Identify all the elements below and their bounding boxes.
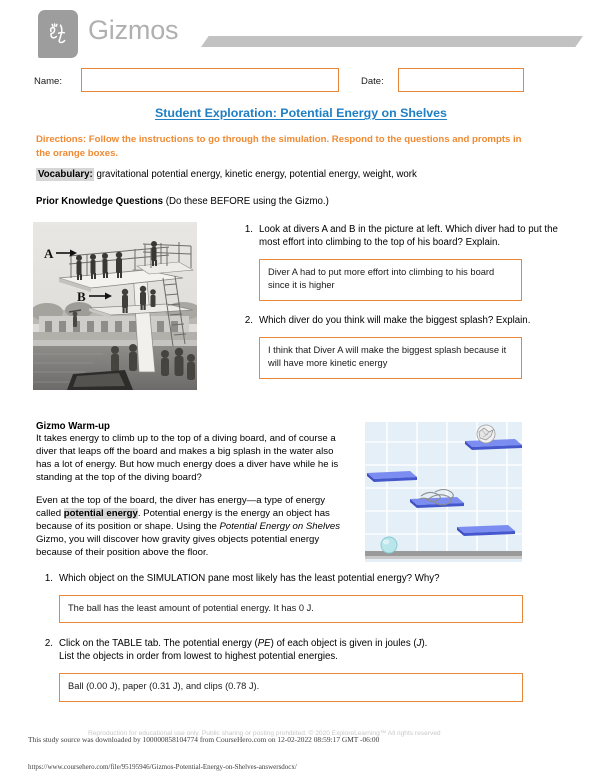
- gizmo-warmup-section: [36, 420, 341, 560]
- question-text: Look at divers A and B in the picture at left. Which diver had to put the most effort into climbing to the top of his board? Explain.: [259, 224, 558, 248]
- page-title[interactable]: Student Exploration: Potential Energy on Shelves: [155, 106, 447, 120]
- question-text: Which object on the SIMULATION pane most likely has the least potential energy? Why?: [59, 573, 440, 584]
- gizmo-name-italic: Potential Energy on Shelves: [219, 521, 340, 533]
- question-item: [236, 315, 568, 328]
- warmup-p2-part2: . Potential energy is the energy an object has because of its position or shape. Using the: [36, 508, 330, 533]
- question-item: [236, 224, 568, 250]
- directions-text: Directions: Follow the instructions to go through the simulation. Respond to the questions and prompts in the orange boxes.: [36, 134, 522, 159]
- answer-box[interactable]: Ball (0.00 J), paper (0.31 J), and clips (0.78 J).: [59, 673, 523, 701]
- svg-text:B: B: [77, 289, 86, 304]
- simulation-questions: [36, 573, 568, 702]
- answer-box[interactable]: I think that Diver A will make the biggest splash because it will have more kinetic energy: [259, 337, 522, 379]
- prior-knowledge-heading: [36, 196, 329, 207]
- q2-line1-c: ).: [421, 638, 428, 650]
- pe-abbrev: PE: [257, 638, 271, 650]
- q2-line2: List the objects in order from lowest to highest potential energies.: [59, 651, 338, 663]
- vocabulary-line: [36, 169, 566, 182]
- name-label: Name:: [34, 76, 62, 87]
- header-decorative-bar: [201, 36, 583, 47]
- copyright-watermark: Reproduction for educational use only. Public sharing or posting prohibited. © 2020 ExploreLearning™ All rights reserved: [88, 730, 441, 737]
- vocabulary-label: Vocabulary:: [38, 169, 93, 180]
- date-label: Date:: [361, 76, 384, 87]
- coursehero-url[interactable]: https://www.coursehero.com/file/95195946/Gizmos-Potential-Energy-on-Shelves-answersdocx/: [28, 763, 297, 771]
- prior-knowledge-questions: [236, 224, 568, 379]
- simulation-pane-image: [365, 422, 522, 562]
- question-item: [36, 573, 568, 586]
- name-date-row: [34, 68, 579, 94]
- question-number: 1.: [44, 573, 53, 584]
- potential-energy-term: potential energy: [63, 508, 138, 520]
- vocabulary-terms: gravitational potential energy, kinetic energy, potential energy, weight, work: [96, 169, 417, 180]
- warmup-p2-part3: Gizmo, you will discover how gravity gives objects potential energy because of their position above the floor.: [36, 533, 320, 558]
- question-number: 2.: [244, 314, 253, 326]
- q2-line1-b: ) of each object is given in joules (: [270, 638, 417, 650]
- warmup-p2-part1: Even at the top of the board, the diver has energy—a type of energy called: [36, 495, 326, 520]
- el-monogram-icon: [38, 10, 78, 58]
- date-input[interactable]: [398, 68, 524, 92]
- gizmos-wordmark: Gizmos: [88, 15, 179, 45]
- j-abbrev: J: [416, 638, 422, 650]
- q2-line1-a: Click on the TABLE tab. The potential energy (: [59, 638, 258, 650]
- page-header: [38, 10, 583, 58]
- warmup-paragraph-2: [36, 495, 341, 559]
- question-text: [59, 638, 568, 664]
- name-input[interactable]: [81, 68, 339, 92]
- warmup-heading: Gizmo Warm-up: [36, 421, 110, 432]
- warmup-paragraph-1: It takes energy to climb up to the top of a diving board, and of course a diver that leaps off the board and makes a big splash in the water also has a lot of energy. But how much energy does a diver have while he is standing at the top of the diving board?: [36, 433, 339, 483]
- coursehero-download-notice: This study source was downloaded by 100000858104774 from CourseHero.com on 12-02-2022 08:59:17 GMT -06:00: [28, 735, 380, 744]
- diving-board-photo: [33, 222, 197, 390]
- question-number: 1.: [244, 224, 253, 235]
- answer-box[interactable]: Diver A had to put more effort into climbing to his board since it is higher: [259, 259, 522, 301]
- svg-text:A: A: [44, 246, 54, 261]
- question-number: 2.: [44, 638, 53, 650]
- prior-knowledge-heading-rest: (Do these BEFORE using the Gizmo.): [163, 196, 329, 207]
- question-item: [36, 638, 568, 664]
- answer-box[interactable]: The ball has the least amount of potential energy. It has 0 J.: [59, 595, 523, 623]
- question-text: Which diver do you think will make the biggest splash? Explain.: [259, 314, 531, 326]
- prior-knowledge-heading-bold: Prior Knowledge Questions: [36, 196, 164, 207]
